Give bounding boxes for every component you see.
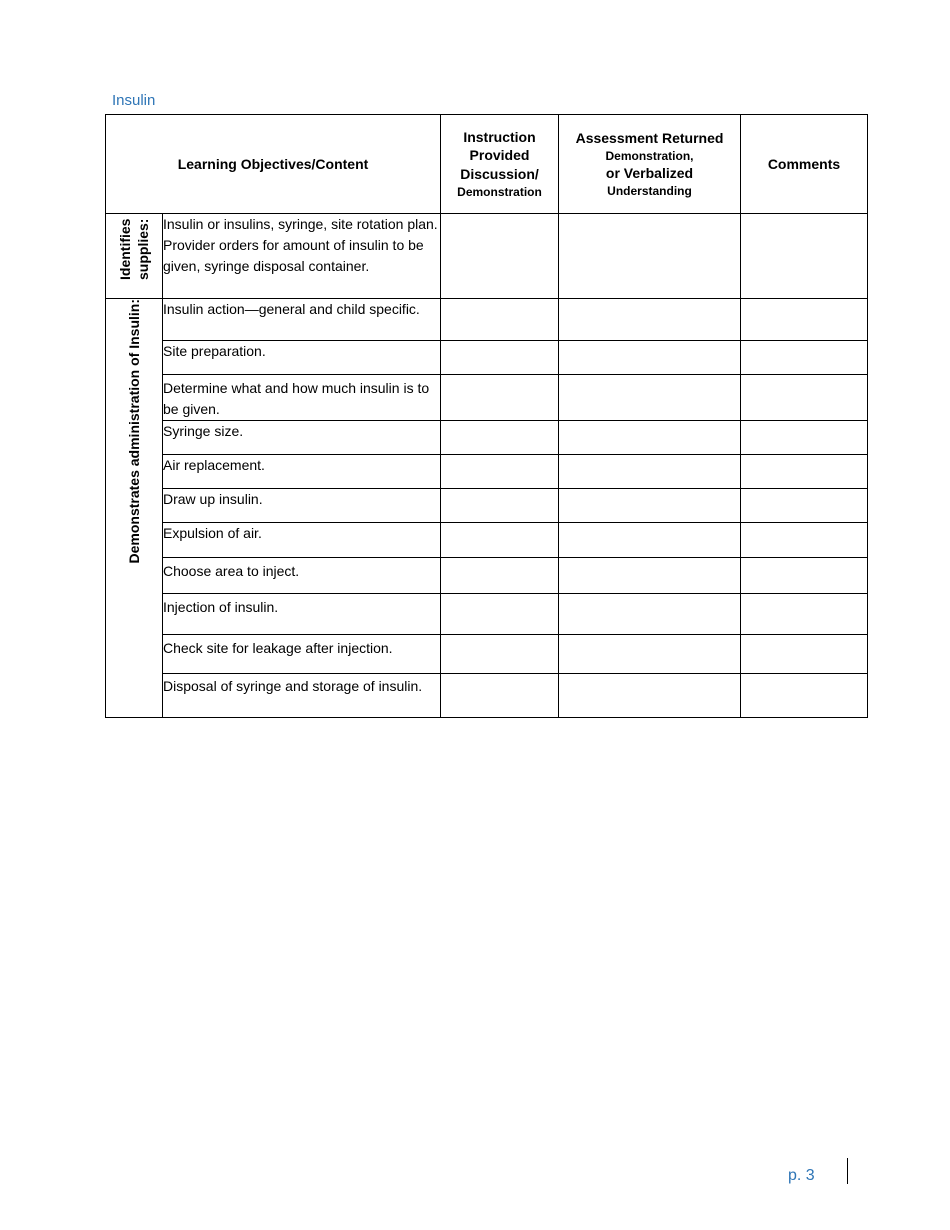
objective-cell xyxy=(163,489,441,523)
objective-cell xyxy=(163,375,441,421)
assessment-cell[interactable] xyxy=(559,299,741,341)
instruction-cell[interactable] xyxy=(441,421,559,455)
section-title: Insulin xyxy=(112,92,156,109)
objective-cell xyxy=(163,558,441,594)
objective-text: Draw up insulin. xyxy=(163,491,263,507)
instruction-cell[interactable] xyxy=(441,558,559,594)
header-row xyxy=(106,115,868,214)
objective-cell xyxy=(163,674,441,718)
table-row xyxy=(106,489,868,523)
objective-cell xyxy=(163,421,441,455)
table-row xyxy=(106,455,868,489)
comments-cell[interactable] xyxy=(741,558,868,594)
assessment-cell[interactable] xyxy=(559,214,741,299)
table-row xyxy=(106,421,868,455)
header-assessment-line3: or Verbalized xyxy=(605,165,694,181)
header-assessment-line1: Assessment Returned xyxy=(575,129,724,146)
instruction-cell[interactable] xyxy=(441,375,559,421)
comments-cell[interactable] xyxy=(741,674,868,718)
assessment-cell[interactable] xyxy=(559,594,741,635)
objective-text: Insulin or insulins, syringe, site rotation plan. Provider orders for amount of insulin to be given, syringe disposal container. xyxy=(163,216,438,274)
header-assessment-line4: Understanding xyxy=(607,183,692,198)
table-row xyxy=(106,341,868,375)
header-instruction-provided xyxy=(441,115,559,214)
objective-text: Syringe size. xyxy=(163,423,244,439)
objective-text: Site preparation. xyxy=(163,343,266,359)
assessment-cell[interactable] xyxy=(559,489,741,523)
header-instruction-line2: Demonstration xyxy=(457,185,542,200)
footer-divider xyxy=(847,1158,848,1184)
instruction-cell[interactable] xyxy=(441,594,559,635)
objective-text: Insulin action—general and child specific. xyxy=(163,301,420,317)
table-row xyxy=(106,523,868,558)
page-number: p. 3 xyxy=(788,1167,815,1184)
table-row xyxy=(106,299,868,341)
assessment-cell[interactable] xyxy=(559,674,741,718)
objective-text: Injection of insulin. xyxy=(163,599,279,615)
comments-cell[interactable] xyxy=(741,214,868,299)
comments-cell[interactable] xyxy=(741,489,868,523)
instruction-cell[interactable] xyxy=(441,674,559,718)
objective-cell xyxy=(163,299,441,341)
header-comments: Comments xyxy=(741,115,868,214)
instruction-cell[interactable] xyxy=(441,299,559,341)
instruction-cell[interactable] xyxy=(441,635,559,674)
assessment-cell[interactable] xyxy=(559,455,741,489)
objective-cell xyxy=(163,594,441,635)
objective-text: Determine what and how much insulin is to be given. xyxy=(163,380,430,417)
comments-cell[interactable] xyxy=(741,375,868,421)
table-row xyxy=(106,214,868,299)
instruction-cell[interactable] xyxy=(441,341,559,375)
objective-cell xyxy=(163,214,441,299)
instruction-cell[interactable] xyxy=(441,523,559,558)
objective-cell xyxy=(163,523,441,558)
comments-cell[interactable] xyxy=(741,341,868,375)
objective-text: Disposal of syringe and storage of insulin. xyxy=(163,678,423,694)
assessment-cell[interactable] xyxy=(559,558,741,594)
objective-cell xyxy=(163,455,441,489)
insulin-checklist-table xyxy=(105,114,868,718)
instruction-cell[interactable] xyxy=(441,455,559,489)
header-assessment-line2: Demonstration, xyxy=(605,148,694,163)
comments-cell[interactable] xyxy=(741,523,868,558)
comments-cell[interactable] xyxy=(741,594,868,635)
header-instruction-line1: Instruction Provided Discussion/ xyxy=(460,128,539,183)
objective-cell xyxy=(163,635,441,674)
instruction-cell[interactable] xyxy=(441,489,559,523)
instruction-cell[interactable] xyxy=(441,214,559,299)
group-label: Demonstrates administration of Insulin: xyxy=(125,299,142,564)
table-row xyxy=(106,594,868,635)
group-label: Identifies supplies: xyxy=(116,218,151,280)
assessment-cell[interactable] xyxy=(559,375,741,421)
objective-text: Check site for leakage after injection. xyxy=(163,640,393,656)
objective-text: Air replacement. xyxy=(163,457,265,473)
table-row xyxy=(106,375,868,421)
objective-text: Choose area to inject. xyxy=(163,563,300,579)
assessment-cell[interactable] xyxy=(559,635,741,674)
header-learning-objectives: Learning Objectives/Content xyxy=(106,115,441,214)
assessment-cell[interactable] xyxy=(559,523,741,558)
table-row xyxy=(106,674,868,718)
assessment-cell[interactable] xyxy=(559,421,741,455)
comments-cell[interactable] xyxy=(741,635,868,674)
objective-text: Expulsion of air. xyxy=(163,525,262,541)
assessment-cell[interactable] xyxy=(559,341,741,375)
header-assessment-returned xyxy=(559,115,741,214)
table-row xyxy=(106,635,868,674)
comments-cell[interactable] xyxy=(741,299,868,341)
objective-cell xyxy=(163,341,441,375)
group-identifies-supplies xyxy=(106,214,163,299)
comments-cell[interactable] xyxy=(741,455,868,489)
table-row xyxy=(106,558,868,594)
group-demonstrates-administration xyxy=(106,299,163,718)
comments-cell[interactable] xyxy=(741,421,868,455)
